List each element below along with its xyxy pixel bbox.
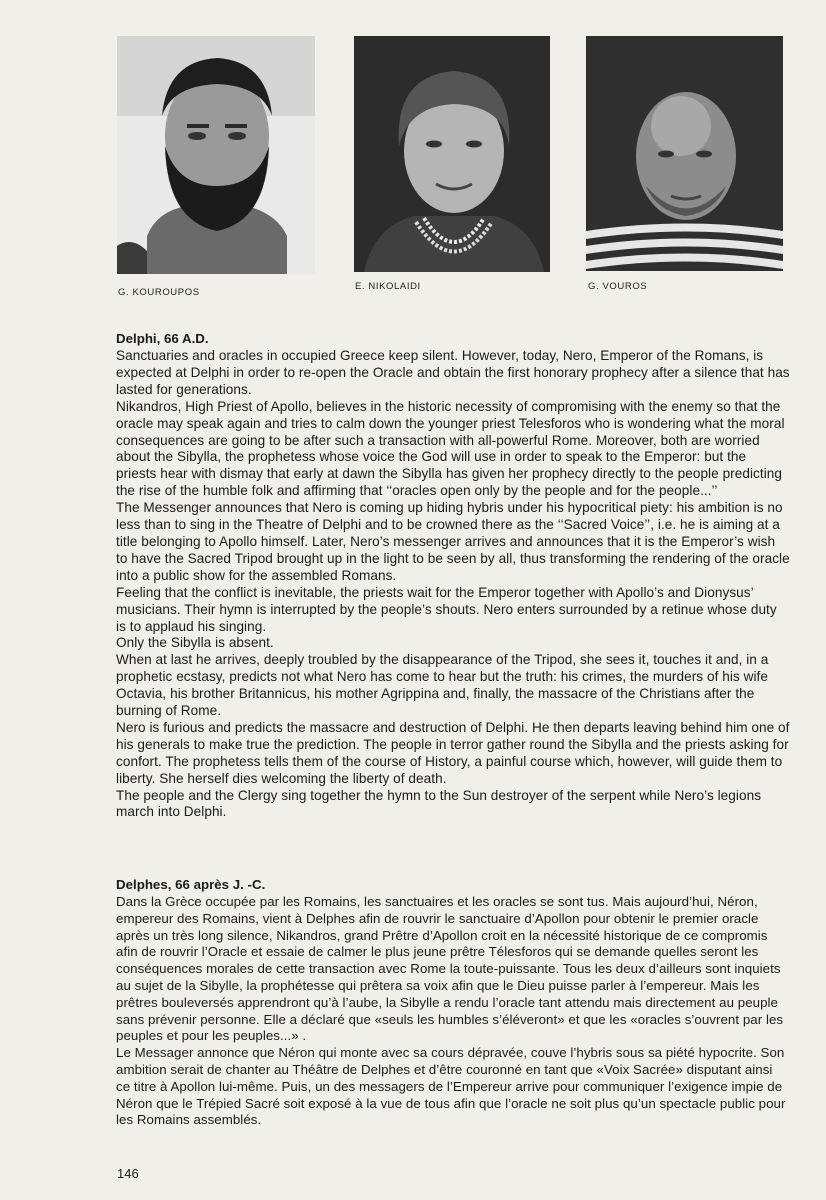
paragraph: The Messenger announces that Nero is coming up hiding hybris under his hypocritical piety: his ambition is no less than to sing in the Theatre of Delphi and to be crowned there as the ‘‘Sacred Voice’’, i.e. he is aiming at a title belonging to Apollo himself. Later, Nero’s messenger arrives and announces that it is the Emperor’s wish to have the Sacred Tripod brought up in the light to be seen by all, thus transforming the rendering of the oracle into a public show for the assembled Romans.	[116, 500, 790, 583]
photo-caption: G. KOUROUPOS	[118, 287, 200, 298]
section-heading: Delphes, 66 après J. -C.	[116, 877, 266, 892]
paragraph: Feeling that the conflict is inevitable, the priests wait for the Emperor together with Apollo’s and Dionysus’ musicians. Their hymn is interrupted by the people’s shouts. Nero enters surrounded by a retinue whose duty is to applaud his singing.	[116, 584, 777, 634]
paragraph: Only the Sibylla is absent.	[116, 635, 274, 651]
paragraph: Nikandros, High Priest of Apollo, believes in the historic necessity of compromising with the enemy so that the oracle may speak again and tries to calm down the younger priest Telesforos who is wondering what the moral consequences are going to be after such a transaction with all-powerful Rome. Moreover, both are worried about the Sibylla, the prophetess whose voice the God will use in order to speak to the Emperor: but the priests hear with dismay that early at dawn the Sibylla has given her prophecy directly to the people predicting the rise of the humble folk and affirming that ‘‘oracles open only by the people and for the people...’’	[116, 398, 785, 499]
paragraph: Sanctuaries and oracles in occupied Greece keep silent. However, today, Nero, Emperor of the Romans, is expected at Delphi in order to re-open the Oracle and obtain the first honorary prophecy after a silence that has lasted for generations.	[116, 348, 790, 397]
synopsis-english	[116, 330, 790, 821]
photo-caption: E. NIKOLAIDI	[355, 281, 421, 292]
paragraph: Le Messager annonce que Néron qui monte avec sa cours dépravée, couve l’hybris sous sa piété hypocrite. Son ambition serait de chanter au Théâtre de Delphes et d’être couronné en tant que «Voix Sacrée» disputant ainsi ce titre à Apollon lui-même. Puis, un des messagers de l’Empereur arrive pour communiquer l’exigence impie de Néron que le Trépied Sacré soit exposé à la vue de tous afin que l’oracle ne soit plus qu’un spectacle public pour les Romains assemblés.	[116, 1045, 786, 1128]
paragraph: When at last he arrives, deeply troubled by the disappearance of the Tripod, she sees it, touches it and, in a prophetic ecstasy, predicts not what Nero has come to hear but the truth: his crimes, the murders of his wife Octavia, his brother Britannicus, his mother Agrippina and, finally, the massacre of the Christians after the burning of Rome.	[116, 652, 769, 719]
portrait-photo-vouros	[586, 36, 783, 271]
portrait-man-striped-shirt-photo	[586, 36, 783, 271]
paragraph: Dans la Grèce occupée par les Romains, les sanctuaires et les oracles se sont tus. Mais aujourd’hui, Néron, empereur des Romains, vient à Delphes afin de rouvrir le sanctuaire d’Apollon pour obtenir le premier oracle après un très long silence, Nikandros, grand Prêtre d’Apollon croit en la nécessité historique de ce compromis afin de rouvrir l’Oracle et essaie de calmer le plus jeune prêtre Télesforos qui se demande quelles seront les conséquences morales de cette transaction avec Rome la toute-puissante. Tous les deux d’ailleurs sont inquiets au sujet de la Sibylle, la prophétesse qui prêtera sa voix afin que le Dieu puisse parler à l’empereur. Mais les prêtres bouleversés apprendront qu’à l’aube, la Sibylle a rendu l’oracle tant attendu mais directement au peuple sans prévenir personne. Elle a déclaré que «seuls les humbles s’éléveront» et que les «oracles s’ouvrent par les peuples et pour les peuples...» .	[116, 894, 784, 1044]
photo-caption: G. VOUROS	[588, 281, 648, 292]
paragraph: Nero is furious and predicts the massacre and destruction of Delphi. He then departs leaving behind him one of his generals to make true the prediction. The people in terror gather round the Sibylla and the priests asking for confort. The prophetess tells them of the course of History, a painful course which, however, will guide them to liberty. She herself dies welcoming the liberty of death.	[116, 719, 790, 786]
page-number: 146	[117, 1166, 139, 1181]
portrait-photo-kouroupos	[117, 36, 315, 274]
paragraph: The people and the Clergy sing together the hymn to the Sun destroyer of the serpent while Nero’s legions march into Delphi.	[116, 787, 762, 820]
synopsis-french	[116, 876, 790, 1129]
section-heading: Delphi, 66 A.D.	[116, 331, 209, 346]
portrait-photo-nikolaidi	[354, 36, 550, 272]
portrait-bearded-man-photo	[117, 36, 315, 274]
portrait-woman-pearls-photo	[354, 36, 550, 272]
